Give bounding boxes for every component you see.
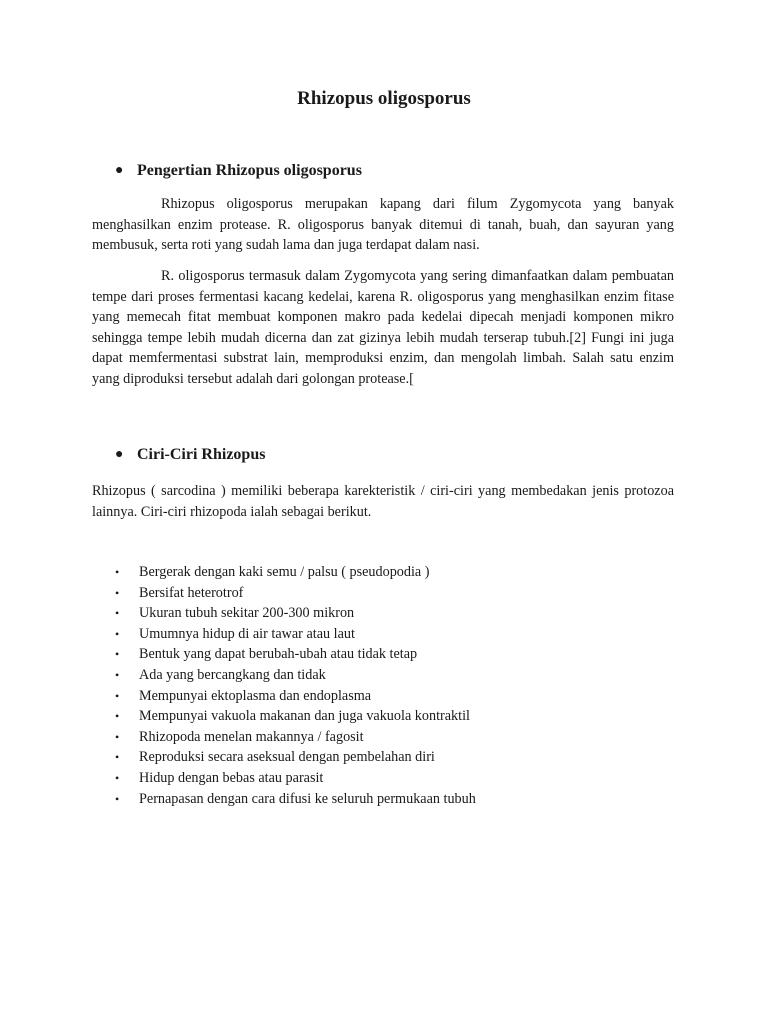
- list-item-text: Mempunyai vakuola makanan dan juga vakuola kontraktil: [139, 708, 470, 725]
- list-item-text: Bentuk yang dapat berubah-ubah atau tidak tetap: [139, 646, 418, 663]
- section-heading-label: Ciri-Ciri Rhizopus: [137, 446, 266, 463]
- characteristics-list: [115, 562, 476, 809]
- paragraph-fermentation: R. oligosporus termasuk dalam Zygomycota yang sering dimanfaatkan dalam pembuatan tempe dari proses fermentasi kacang kedelai, karena R. oligosporus yang menghasilkan enzim fitase yang memecah fitat membuat komponen makro pada kedelai dipecah menjadi komponen mikro sehingga tempe lebih mudah dicerna dan zat gizinya lebih mudah terserap tubuh.[2] Fungi ini juga dapat memfermentasi substrat lain, memproduksi enzim, dan mengolah limbah. Salah satu enzim yang diproduksi tersebut adalah dari golongan protease.[: [92, 268, 674, 387]
- list-item: [115, 603, 476, 624]
- list-item: [115, 665, 476, 686]
- list-item: [115, 686, 476, 707]
- bullet-icon: •: [115, 606, 120, 621]
- bullet-icon: ●: [115, 163, 124, 178]
- list-item-text: Bergerak dengan kaki semu / palsu ( pseudopodia ): [139, 564, 430, 580]
- section-heading-pengertian: [115, 162, 362, 180]
- list-item: [115, 747, 476, 768]
- bullet-icon: •: [115, 729, 120, 744]
- paragraph-intro: Rhizopus ( sarcodina ) memiliki beberapa karekteristik / ciri-ciri yang membedakan jenis protozoa lainnya. Ciri-ciri rhizopoda ialah sebagai berikut.: [92, 483, 674, 520]
- paragraph-definition: Rhizopus oligosporus merupakan kapang dari filum Zygomycota yang banyak menghasilkan enzim protease. R. oligosporus banyak ditemui di tanah, buah, dan sayuran yang membusuk, serta roti yang sudah lama dan juga terdapat dalam nasi.: [92, 196, 674, 253]
- list-item-text: Hidup dengan bebas atau parasit: [139, 769, 324, 786]
- bullet-icon: •: [115, 585, 120, 600]
- bullet-icon: •: [115, 626, 120, 641]
- list-item-text: Umumnya hidup di air tawar atau laut: [139, 625, 355, 642]
- list-item: [115, 727, 476, 748]
- list-item: [115, 562, 476, 583]
- list-item: [115, 644, 476, 665]
- bullet-icon: •: [115, 791, 120, 806]
- section-heading-label: Pengertian Rhizopus oligosporus: [137, 162, 362, 179]
- list-item: [115, 583, 476, 604]
- list-item: [115, 768, 476, 789]
- list-item: [115, 624, 476, 645]
- list-item: [115, 706, 476, 727]
- list-item-text: Reproduksi secara aseksual dengan pembelahan diri: [139, 749, 435, 766]
- bullet-icon: •: [115, 750, 120, 765]
- bullet-icon: •: [115, 565, 120, 579]
- bullet-icon: •: [115, 709, 120, 724]
- bullet-icon: •: [115, 770, 120, 785]
- bullet-icon: ●: [115, 447, 124, 462]
- section-heading-ciri: [115, 446, 265, 464]
- page-title: Rhizopus oligosporus: [297, 88, 471, 109]
- list-item-text: Rhizopoda menelan makannya / fagosit: [139, 728, 364, 745]
- list-item-text: Ukuran tubuh sekitar 200-300 mikron: [139, 605, 355, 622]
- list-item: [115, 789, 476, 810]
- list-item-text: Bersifat heterotrof: [139, 584, 244, 601]
- list-item-text: Pernapasan dengan cara difusi ke seluruh permukaan tubuh: [139, 790, 476, 807]
- bullet-icon: •: [115, 688, 120, 703]
- list-item-text: Mempunyai ektoplasma dan endoplasma: [139, 687, 372, 704]
- bullet-icon: •: [115, 667, 120, 682]
- list-item-text: Ada yang bercangkang dan tidak: [139, 666, 326, 683]
- bullet-icon: •: [115, 647, 120, 662]
